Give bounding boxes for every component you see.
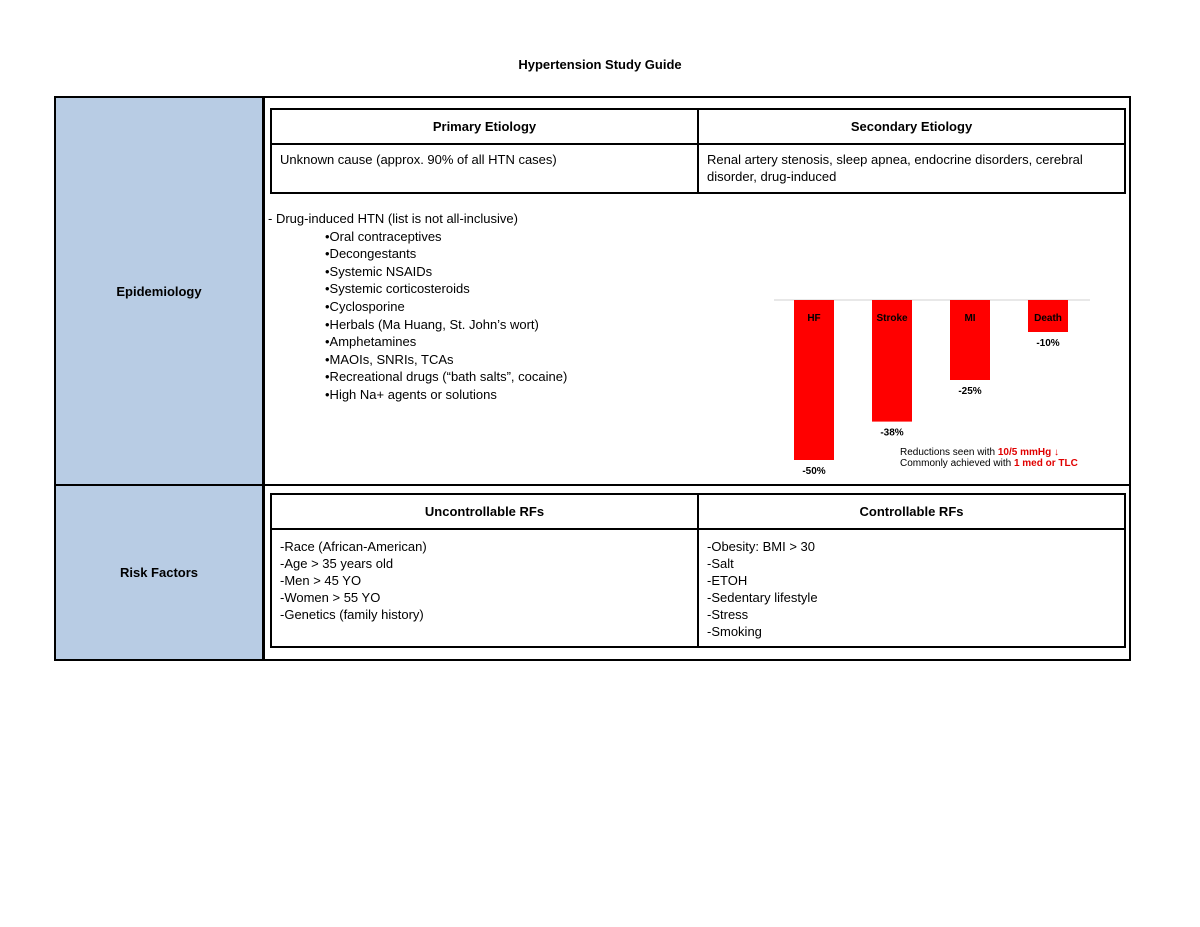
list-item: -Race (African-American) (280, 539, 427, 554)
list-item: -Obesity: BMI > 30 (707, 539, 816, 554)
list-item: •Systemic corticosteroids (325, 281, 470, 297)
risk-factors-label: Risk Factors (56, 486, 265, 659)
category-label: Death (1034, 313, 1062, 324)
bar-mi (950, 300, 990, 380)
list-item: -ETOH (707, 573, 748, 588)
category-label: MI (964, 313, 976, 324)
secondary-etiology-header: Secondary Etiology (850, 119, 973, 134)
list-item: •Systemic NSAIDs (325, 263, 433, 279)
data-label: -25% (958, 386, 982, 397)
list-item: -Genetics (family history) (280, 607, 424, 622)
list-item: •MAOIs, SNRIs, TCAs (325, 351, 454, 367)
list-item: -Stress (707, 607, 749, 622)
chart-annotation-line-2: Commonly achieved with 1 med or TLC (900, 458, 1078, 469)
list-item: •Oral contraceptives (325, 228, 442, 244)
risk-factors-table (270, 493, 1126, 648)
category-label: Stroke (876, 313, 908, 324)
risk-header-row (272, 495, 1124, 530)
uncontrollable-header: Uncontrollable RFs (272, 495, 699, 528)
list-item: -Sedentary lifestyle (707, 590, 818, 605)
controllable-list (699, 530, 1124, 646)
controllable-header: Controllable RFs (859, 504, 964, 519)
primary-etiology-text: Unknown cause (approx. 90% of all HTN cases) (272, 145, 699, 192)
bp-reduction-chart (760, 290, 1120, 480)
list-item: •Cyclosporine (325, 298, 405, 314)
risk-body-row (272, 530, 1124, 646)
primary-etiology-header: Primary Etiology (272, 110, 699, 143)
etiology-table (270, 108, 1126, 194)
bar-hf (794, 300, 834, 460)
list-item: -Women > 55 YO (280, 590, 381, 605)
list-item: -Smoking (707, 624, 762, 639)
risk-factors-section (56, 486, 1129, 659)
etiology-body-row (272, 145, 1124, 192)
data-label: -10% (1036, 338, 1060, 349)
list-item: -Salt (707, 556, 734, 571)
epidemiology-label: Epidemiology (56, 98, 265, 484)
data-label: -50% (802, 466, 826, 477)
secondary-etiology-text: Renal artery stenosis, sleep apnea, endocrine disorders, cerebral disorder, drug-induced (707, 152, 1083, 184)
data-label: -38% (880, 427, 904, 439)
list-item: •Herbals (Ma Huang, St. John’s wort) (325, 316, 539, 332)
drug-list-intro: - Drug-induced HTN (list is not all-inclusive) (268, 211, 518, 226)
list-item: -Men > 45 YO (280, 573, 362, 588)
list-item: •Decongestants (325, 246, 417, 262)
category-label: HF (807, 313, 821, 324)
page-title: Hypertension Study Guide (518, 57, 682, 72)
list-item: •Amphetamines (325, 334, 417, 350)
list-item: •High Na+ agents or solutions (325, 386, 497, 402)
list-item: -Age > 35 years old (280, 556, 394, 571)
etiology-header-row (272, 110, 1124, 145)
list-item: •Recreational drugs (“bath salts”, cocaine) (325, 369, 568, 385)
chart-annotation-line-1: Reductions seen with 10/5 mmHg ↓ (900, 447, 1059, 458)
drug-induced-list (268, 210, 567, 404)
uncontrollable-list (272, 530, 699, 646)
